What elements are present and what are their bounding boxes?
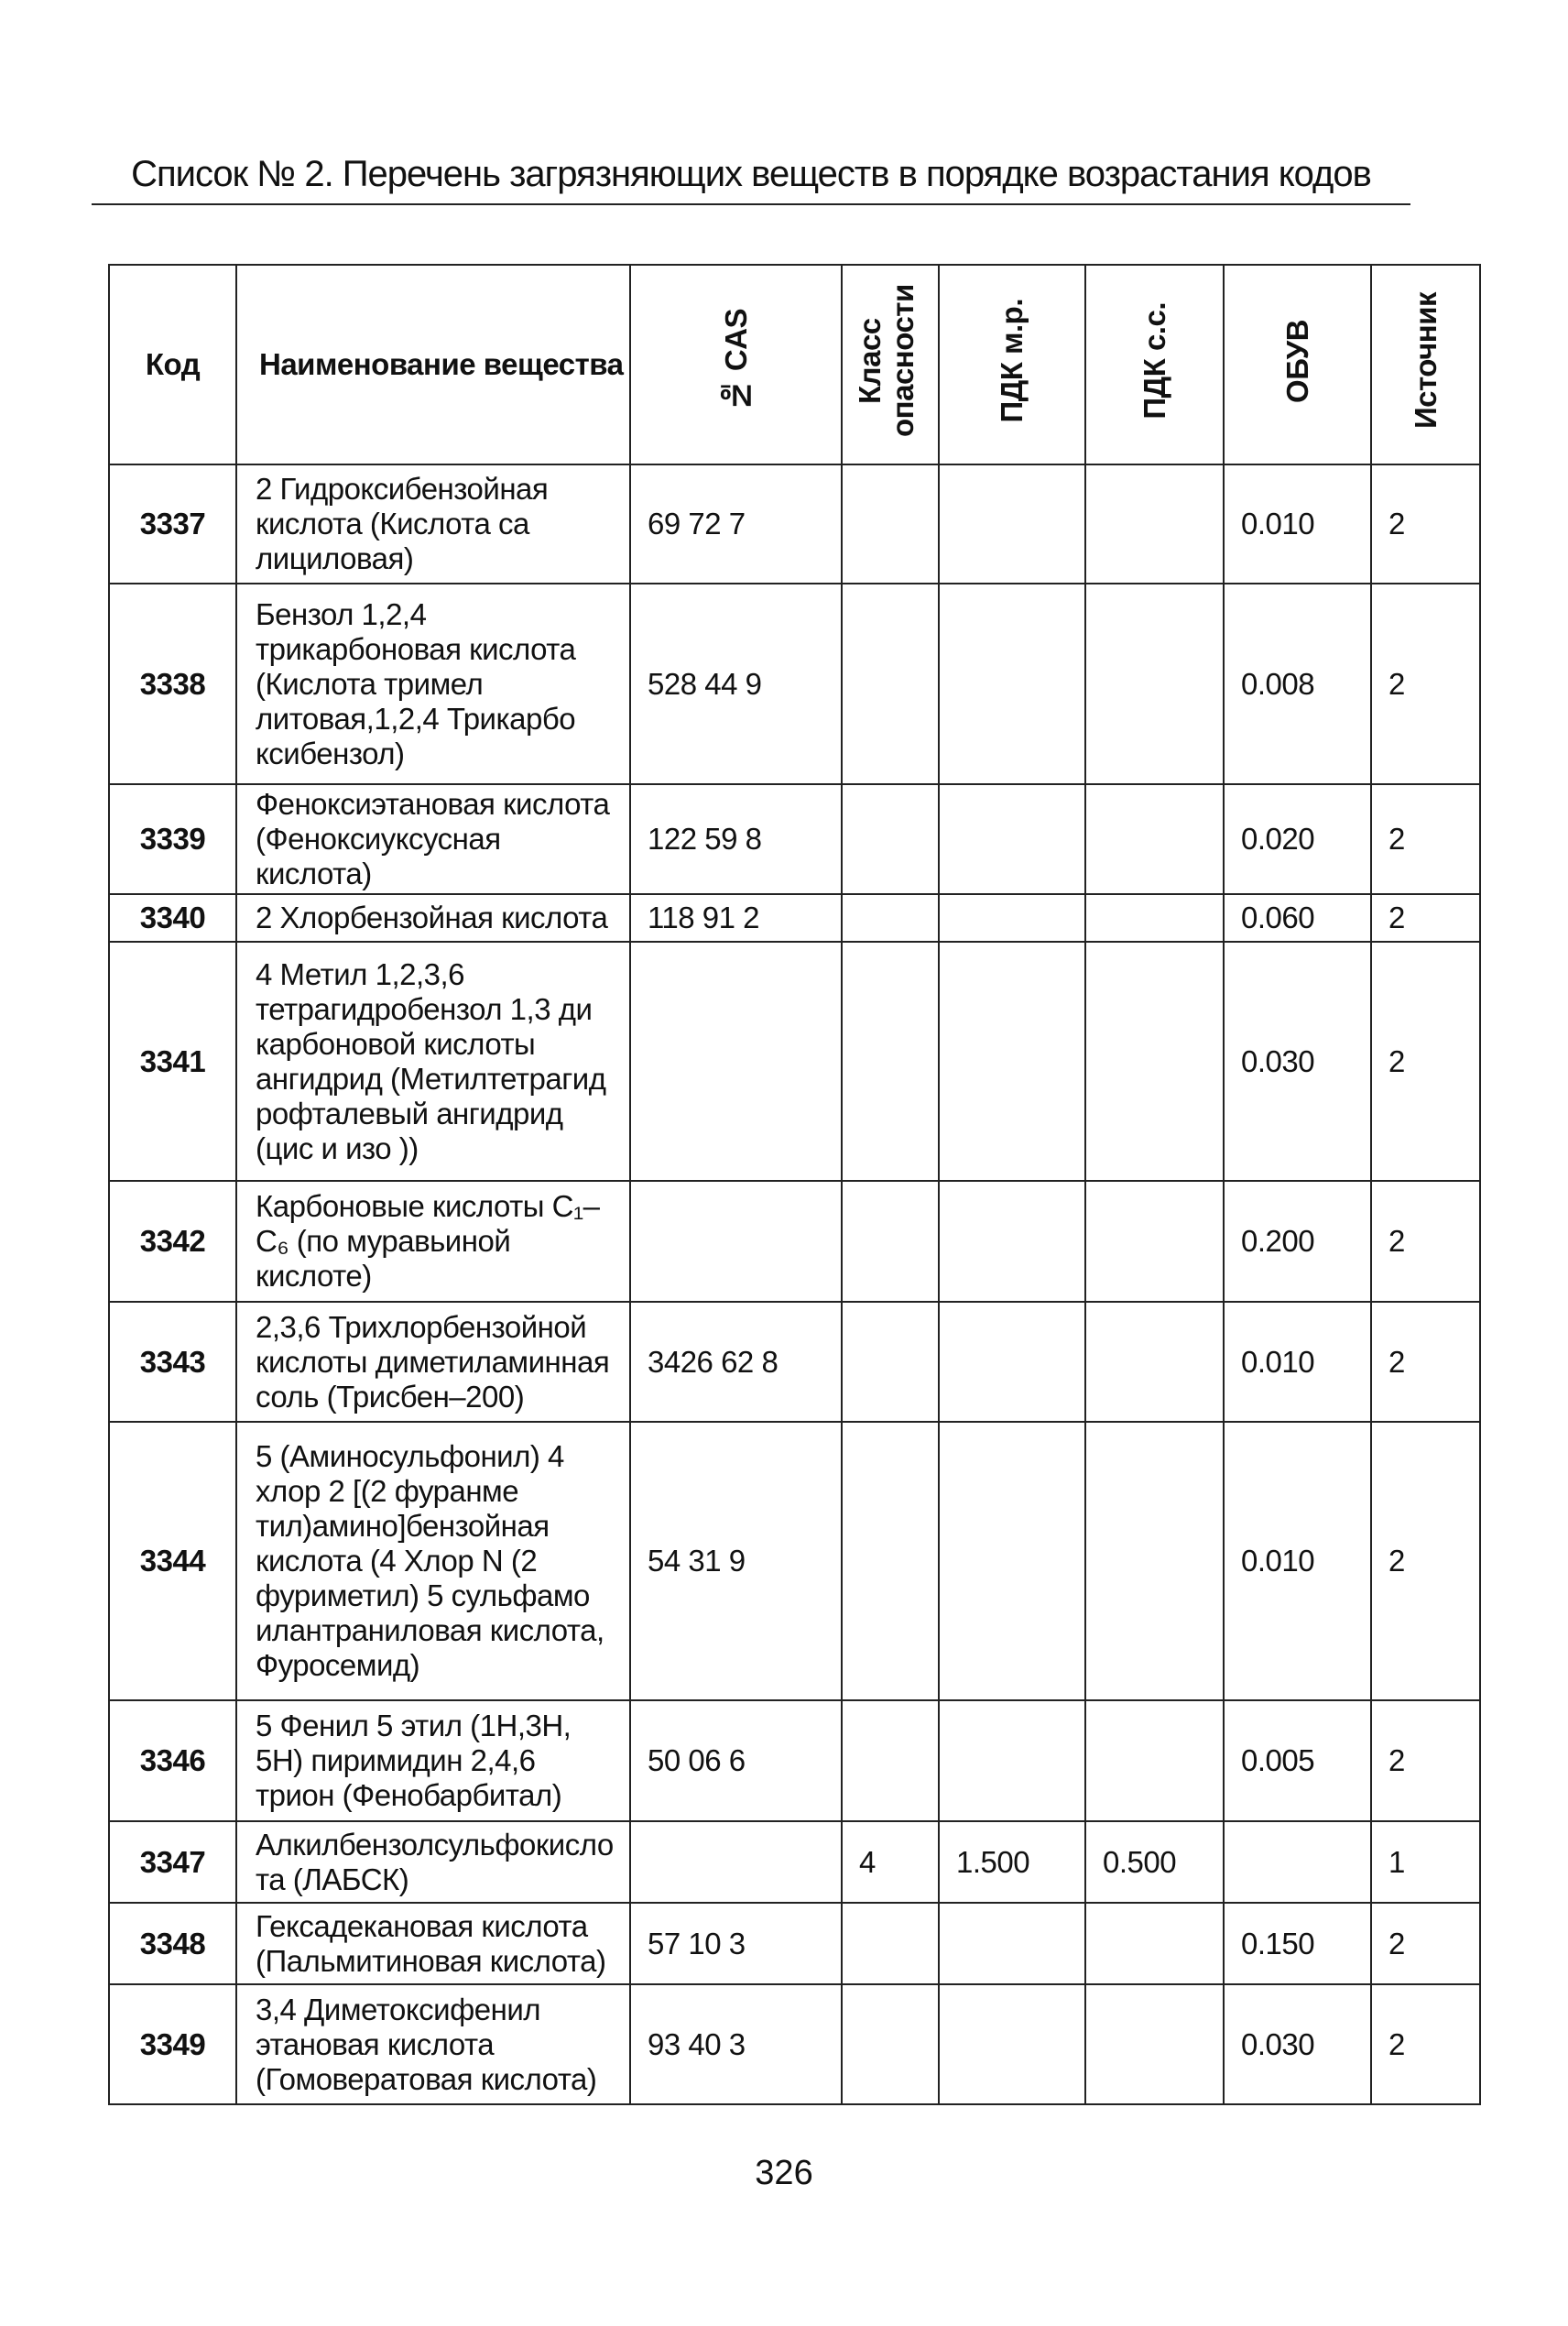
cell-name: 2,3,6 Трихлорбензойной кислоты диметиламинная соль (Трисбен–200) <box>236 1302 630 1422</box>
cell-code: 3342 <box>109 1181 236 1302</box>
header-pdk-mr <box>939 265 1085 464</box>
cell-obuv: 0.010 <box>1224 1422 1371 1700</box>
cell-code: 3344 <box>109 1422 236 1700</box>
cell-obuv: 0.008 <box>1224 584 1371 784</box>
cell-pdk-ss <box>1085 784 1224 894</box>
cell-pdk-ss <box>1085 1984 1224 2104</box>
cell-hazard-class <box>842 464 939 584</box>
cell-name: 2 Гидроксибензойная кислота (Кислота са лициловая) <box>236 464 630 584</box>
cell-pdk-ss <box>1085 464 1224 584</box>
cell-pdk-mr <box>939 784 1085 894</box>
cell-pdk-mr <box>939 942 1085 1181</box>
cell-code: 3346 <box>109 1700 236 1821</box>
cell-cas <box>630 1821 842 1903</box>
cell-hazard-class <box>842 1903 939 1984</box>
cell-name: Феноксиэтановая кислота (Феноксиуксусная кислота) <box>236 784 630 894</box>
cell-name: 5 (Аминосульфонил) 4 хлор 2 [(2 фуранме тил)амино]бензойная кислота (4 Хлор N (2 фуриметил) 5 сульфамо илантраниловая кислота, Фуросемид) <box>236 1422 630 1700</box>
cell-pdk-mr <box>939 1984 1085 2104</box>
cell-hazard-class <box>842 584 939 784</box>
table-row <box>109 584 1480 784</box>
cell-hazard-class <box>842 894 939 942</box>
cell-cas: 118 91 2 <box>630 894 842 942</box>
substances-table <box>108 264 1481 2105</box>
cell-obuv: 0.005 <box>1224 1700 1371 1821</box>
cell-hazard-class <box>842 1302 939 1422</box>
header-row <box>109 265 1480 464</box>
table-row <box>109 894 1480 942</box>
table-row <box>109 1181 1480 1302</box>
table-row <box>109 1821 1480 1903</box>
cell-name: 5 Фенил 5 этил (1Н,3Н, 5Н) пиримидин 2,4,6 трион (Фенобарбитал) <box>236 1700 630 1821</box>
cell-cas: 69 72 7 <box>630 464 842 584</box>
cell-name: Карбоновые кислоты С₁–С₆ (по муравьиной кислоте) <box>236 1181 630 1302</box>
cell-code: 3340 <box>109 894 236 942</box>
cell-pdk-ss <box>1085 1422 1224 1700</box>
cell-obuv: 0.020 <box>1224 784 1371 894</box>
page-number: 326 <box>755 2154 813 2192</box>
cell-source: 2 <box>1371 1903 1480 1984</box>
cell-cas: 93 40 3 <box>630 1984 842 2104</box>
cell-pdk-mr <box>939 1302 1085 1422</box>
header-code: Код <box>109 265 236 464</box>
page-title: Список № 2. Перечень загрязняющих веществ в порядке возрастания кодов <box>131 154 1371 194</box>
table-row <box>109 464 1480 584</box>
cell-source: 2 <box>1371 784 1480 894</box>
cell-hazard-class <box>842 1181 939 1302</box>
cell-name: Гексадекановая кислота (Пальмитиновая кислота) <box>236 1903 630 1984</box>
cell-code: 3348 <box>109 1903 236 1984</box>
cell-hazard-class <box>842 1422 939 1700</box>
cell-source: 2 <box>1371 464 1480 584</box>
cell-pdk-ss <box>1085 1700 1224 1821</box>
header-source-label: Источник <box>1408 292 1443 430</box>
cell-pdk-ss <box>1085 942 1224 1181</box>
header-source <box>1371 265 1480 464</box>
cell-obuv <box>1224 1821 1371 1903</box>
cell-cas: 528 44 9 <box>630 584 842 784</box>
cell-code: 3341 <box>109 942 236 1181</box>
table-row <box>109 1302 1480 1422</box>
cell-pdk-ss <box>1085 584 1224 784</box>
cell-code: 3339 <box>109 784 236 894</box>
header-cas <box>630 265 842 464</box>
cell-name: Алкилбензолсульфокисло та (ЛАБСК) <box>236 1821 630 1903</box>
cell-pdk-mr <box>939 1700 1085 1821</box>
cell-hazard-class <box>842 1700 939 1821</box>
header-pdk-ss <box>1085 265 1224 464</box>
cell-obuv: 0.200 <box>1224 1181 1371 1302</box>
cell-obuv: 0.030 <box>1224 1984 1371 2104</box>
header-cas-label: № CAS <box>718 309 753 413</box>
cell-source: 2 <box>1371 1181 1480 1302</box>
cell-obuv: 0.010 <box>1224 1302 1371 1422</box>
header-pdk-mr-label: ПДК м.р. <box>995 299 1029 423</box>
cell-hazard-class <box>842 942 939 1181</box>
cell-obuv: 0.150 <box>1224 1903 1371 1984</box>
table-row <box>109 784 1480 894</box>
cell-source: 2 <box>1371 1302 1480 1422</box>
table-row <box>109 942 1480 1181</box>
cell-code: 3343 <box>109 1302 236 1422</box>
cell-pdk-ss: 0.500 <box>1085 1821 1224 1903</box>
table-row <box>109 1984 1480 2104</box>
cell-source: 2 <box>1371 1984 1480 2104</box>
cell-pdk-ss <box>1085 1903 1224 1984</box>
header-obuv <box>1224 265 1371 464</box>
cell-cas: 54 31 9 <box>630 1422 842 1700</box>
cell-source: 2 <box>1371 1422 1480 1700</box>
cell-pdk-mr <box>939 464 1085 584</box>
cell-code: 3337 <box>109 464 236 584</box>
cell-cas <box>630 1181 842 1302</box>
cell-obuv: 0.010 <box>1224 464 1371 584</box>
cell-pdk-mr <box>939 1422 1085 1700</box>
table-row <box>109 1903 1480 1984</box>
table-row <box>109 1700 1480 1821</box>
table-row <box>109 1422 1480 1700</box>
cell-pdk-mr <box>939 1181 1085 1302</box>
cell-code: 3338 <box>109 584 236 784</box>
header-obuv-label: ОБУВ <box>1279 319 1314 403</box>
cell-pdk-mr <box>939 584 1085 784</box>
cell-code: 3349 <box>109 1984 236 2104</box>
header-hazard-class <box>842 265 939 464</box>
cell-source: 2 <box>1371 584 1480 784</box>
cell-hazard-class: 4 <box>842 1821 939 1903</box>
cell-cas: 3426 62 8 <box>630 1302 842 1422</box>
header-hazard-class-label: Класс опасности <box>853 284 920 438</box>
cell-source: 2 <box>1371 942 1480 1181</box>
cell-obuv: 0.030 <box>1224 942 1371 1181</box>
cell-pdk-mr: 1.500 <box>939 1821 1085 1903</box>
cell-obuv: 0.060 <box>1224 894 1371 942</box>
cell-cas: 122 59 8 <box>630 784 842 894</box>
cell-name: 4 Метил 1,2,3,6 тетрагидробензол 1,3 ди карбоновой кислоты ангидрид (Метилтетрагид рофталевый ангидрид (цис и изо )) <box>236 942 630 1181</box>
cell-source: 2 <box>1371 894 1480 942</box>
cell-pdk-ss <box>1085 1302 1224 1422</box>
cell-name: 2 Хлорбензойная кислота <box>236 894 630 942</box>
header-pdk-ss-label: ПДК с.с. <box>1137 302 1171 420</box>
title-rule <box>92 203 1410 205</box>
cell-code: 3347 <box>109 1821 236 1903</box>
cell-source: 1 <box>1371 1821 1480 1903</box>
cell-source: 2 <box>1371 1700 1480 1821</box>
cell-pdk-ss <box>1085 894 1224 942</box>
cell-hazard-class <box>842 784 939 894</box>
cell-pdk-ss <box>1085 1181 1224 1302</box>
cell-name: 3,4 Диметоксифенил этановая кислота (Гомовератовая кислота) <box>236 1984 630 2104</box>
cell-cas <box>630 942 842 1181</box>
cell-cas: 57 10 3 <box>630 1903 842 1984</box>
cell-name: Бензол 1,2,4 трикарбоновая кислота (Кислота тримел литовая,1,2,4 Трикарбо ксибензол) <box>236 584 630 784</box>
header-name: Наименование вещества <box>236 265 630 464</box>
cell-pdk-mr <box>939 1903 1085 1984</box>
cell-cas: 50 06 6 <box>630 1700 842 1821</box>
cell-hazard-class <box>842 1984 939 2104</box>
cell-pdk-mr <box>939 894 1085 942</box>
